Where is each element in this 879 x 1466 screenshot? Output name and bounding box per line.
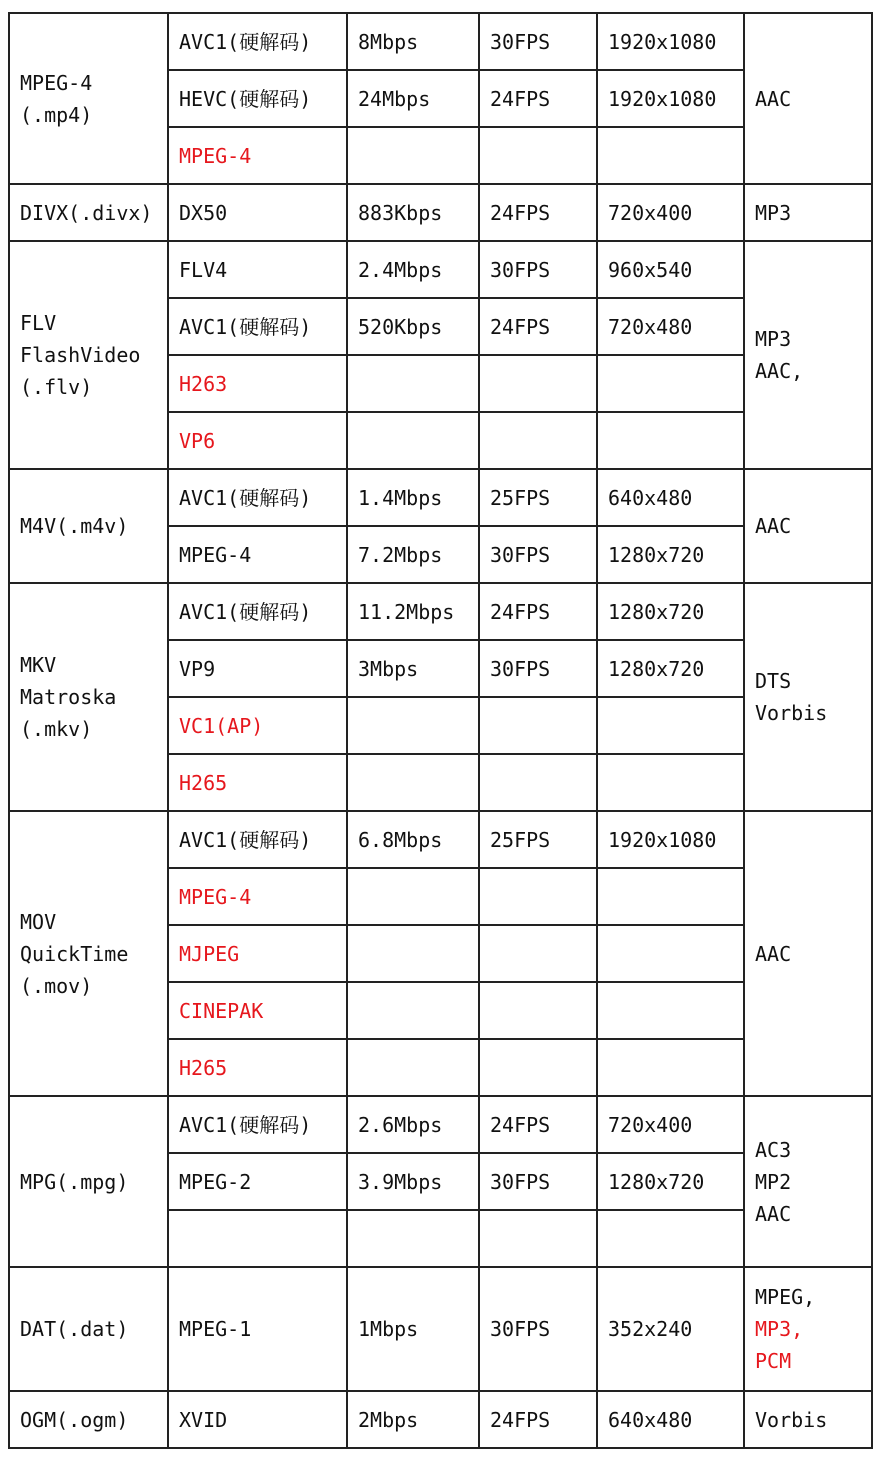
bitrate-cell bbox=[347, 1039, 479, 1096]
audio-codec-line: MPEG, bbox=[755, 1285, 816, 1309]
audio-codec-line: MP3, bbox=[755, 1317, 804, 1341]
table-row bbox=[9, 184, 872, 241]
audio-codec-line: AC3 bbox=[755, 1137, 792, 1162]
codec-cell: H265 bbox=[168, 1039, 347, 1096]
codec-cell: DX50 bbox=[168, 184, 347, 241]
codec-cell: VP9 bbox=[168, 640, 347, 697]
codec-cell: FLV4 bbox=[168, 241, 347, 298]
resolution-cell: 1280x720 bbox=[597, 640, 744, 697]
resolution-cell: 1280x720 bbox=[597, 583, 744, 640]
format-label-line: DAT(.dat) bbox=[20, 1317, 129, 1341]
format-label-line: DIVX(.divx) bbox=[20, 200, 153, 225]
fps-cell: 30FPS bbox=[479, 640, 597, 697]
bitrate-cell: 6.8Mbps bbox=[347, 811, 479, 868]
codec-cell: AVC1(硬解码) bbox=[168, 583, 347, 640]
format-support-table bbox=[8, 12, 873, 1449]
audio-codec-line: PCM bbox=[755, 1349, 792, 1373]
resolution-cell: 720x400 bbox=[597, 1096, 744, 1153]
table-row bbox=[9, 13, 872, 70]
codec-cell: MPEG-2 bbox=[168, 1153, 347, 1210]
format-label-line: FLV bbox=[20, 311, 57, 335]
format-label-line: FlashVideo bbox=[20, 343, 141, 367]
resolution-cell: 1920x1080 bbox=[597, 811, 744, 868]
resolution-cell bbox=[597, 355, 744, 412]
fps-cell: 30FPS bbox=[479, 1153, 597, 1210]
audio-codec-cell bbox=[744, 1391, 872, 1448]
audio-codec-line: Vorbis bbox=[755, 701, 828, 725]
codec-cell: CINEPAK bbox=[168, 982, 347, 1039]
container-format-cell bbox=[9, 1267, 168, 1391]
format-label-line: MKV bbox=[20, 653, 57, 677]
codec-cell: VP6 bbox=[168, 412, 347, 469]
audio-codec-cell bbox=[744, 1267, 872, 1391]
bitrate-cell bbox=[347, 754, 479, 811]
codec-cell: AVC1(硬解码) bbox=[168, 811, 347, 868]
bitrate-cell: 520Kbps bbox=[347, 298, 479, 355]
bitrate-cell: 2.4Mbps bbox=[347, 241, 479, 298]
fps-cell bbox=[479, 754, 597, 811]
codec-cell: MPEG-4 bbox=[168, 526, 347, 583]
container-format-cell bbox=[9, 13, 168, 184]
table-row bbox=[9, 1096, 872, 1153]
resolution-cell bbox=[597, 412, 744, 469]
fps-cell bbox=[479, 925, 597, 982]
fps-cell: 30FPS bbox=[479, 526, 597, 583]
bitrate-cell: 2Mbps bbox=[347, 1391, 479, 1448]
bitrate-cell bbox=[347, 1210, 479, 1267]
resolution-cell: 1920x1080 bbox=[597, 70, 744, 127]
codec-cell: H265 bbox=[168, 754, 347, 811]
table-row bbox=[9, 1267, 872, 1391]
audio-codec-cell bbox=[744, 583, 872, 811]
fps-cell: 24FPS bbox=[479, 1096, 597, 1153]
resolution-cell: 720x400 bbox=[597, 184, 744, 241]
audio-codec-line: MP3 bbox=[755, 200, 792, 225]
container-format-cell bbox=[9, 583, 168, 811]
container-format-cell bbox=[9, 241, 168, 469]
container-format-cell bbox=[9, 1391, 168, 1448]
format-table-body bbox=[9, 13, 872, 1448]
fps-cell bbox=[479, 1039, 597, 1096]
container-format-cell bbox=[9, 184, 168, 241]
audio-codec-line: AAC bbox=[755, 86, 792, 111]
resolution-cell bbox=[597, 754, 744, 811]
audio-codec-line: Vorbis bbox=[755, 1407, 828, 1432]
bitrate-cell bbox=[347, 925, 479, 982]
fps-cell: 24FPS bbox=[479, 298, 597, 355]
format-label-line: MPG(.mpg) bbox=[20, 1169, 129, 1194]
fps-cell bbox=[479, 982, 597, 1039]
codec-cell: HEVC(硬解码) bbox=[168, 70, 347, 127]
table-row bbox=[9, 241, 872, 298]
bitrate-cell: 1Mbps bbox=[347, 1267, 479, 1391]
resolution-cell bbox=[597, 1210, 744, 1267]
bitrate-cell bbox=[347, 697, 479, 754]
audio-codec-cell bbox=[744, 184, 872, 241]
format-label-line: (.flv) bbox=[20, 375, 93, 399]
table-row bbox=[9, 1391, 872, 1448]
resolution-cell: 640x480 bbox=[597, 469, 744, 526]
table-row bbox=[9, 469, 872, 526]
format-label-line: QuickTime bbox=[20, 941, 129, 966]
resolution-cell: 720x480 bbox=[597, 298, 744, 355]
bitrate-cell: 11.2Mbps bbox=[347, 583, 479, 640]
audio-codec-line: AAC, bbox=[755, 359, 804, 383]
resolution-cell: 352x240 bbox=[597, 1267, 744, 1391]
codec-cell: MPEG-4 bbox=[168, 868, 347, 925]
table-row bbox=[9, 811, 872, 868]
codec-cell: AVC1(硬解码) bbox=[168, 1096, 347, 1153]
codec-cell: H263 bbox=[168, 355, 347, 412]
audio-codec-cell bbox=[744, 811, 872, 1096]
format-label-line: M4V(.m4v) bbox=[20, 514, 129, 538]
format-label-line: Matroska bbox=[20, 685, 117, 709]
bitrate-cell: 883Kbps bbox=[347, 184, 479, 241]
fps-cell: 30FPS bbox=[479, 13, 597, 70]
bitrate-cell bbox=[347, 982, 479, 1039]
codec-cell: XVID bbox=[168, 1391, 347, 1448]
audio-codec-line: AAC bbox=[755, 514, 792, 538]
resolution-cell: 640x480 bbox=[597, 1391, 744, 1448]
audio-codec-cell bbox=[744, 241, 872, 469]
resolution-cell: 1920x1080 bbox=[597, 13, 744, 70]
fps-cell: 30FPS bbox=[479, 1267, 597, 1391]
codec-cell: MPEG-4 bbox=[168, 127, 347, 184]
fps-cell bbox=[479, 355, 597, 412]
audio-codec-line: AAC bbox=[755, 1201, 792, 1226]
codec-cell bbox=[168, 1210, 347, 1267]
resolution-cell: 1280x720 bbox=[597, 1153, 744, 1210]
resolution-cell bbox=[597, 127, 744, 184]
fps-cell: 24FPS bbox=[479, 583, 597, 640]
audio-codec-line: MP3 bbox=[755, 327, 792, 351]
audio-codec-line: DTS bbox=[755, 669, 792, 693]
format-label-line: (.mkv) bbox=[20, 717, 93, 741]
fps-cell bbox=[479, 868, 597, 925]
resolution-cell bbox=[597, 982, 744, 1039]
resolution-cell bbox=[597, 868, 744, 925]
audio-codec-line: MP2 bbox=[755, 1169, 792, 1194]
resolution-cell bbox=[597, 925, 744, 982]
fps-cell bbox=[479, 412, 597, 469]
format-label-line: MPEG-4 bbox=[20, 70, 93, 95]
bitrate-cell bbox=[347, 412, 479, 469]
format-label-line: OGM(.ogm) bbox=[20, 1407, 129, 1432]
bitrate-cell: 1.4Mbps bbox=[347, 469, 479, 526]
resolution-cell bbox=[597, 1039, 744, 1096]
bitrate-cell bbox=[347, 355, 479, 412]
codec-cell: AVC1(硬解码) bbox=[168, 298, 347, 355]
fps-cell bbox=[479, 697, 597, 754]
fps-cell: 24FPS bbox=[479, 184, 597, 241]
fps-cell bbox=[479, 127, 597, 184]
fps-cell: 25FPS bbox=[479, 811, 597, 868]
container-format-cell bbox=[9, 1096, 168, 1267]
resolution-cell: 960x540 bbox=[597, 241, 744, 298]
resolution-cell bbox=[597, 697, 744, 754]
bitrate-cell: 7.2Mbps bbox=[347, 526, 479, 583]
audio-codec-line: AAC bbox=[755, 941, 792, 966]
format-label-line: MOV bbox=[20, 909, 57, 934]
audio-codec-cell bbox=[744, 1096, 872, 1267]
format-label-line: (.mov) bbox=[20, 973, 93, 998]
codec-cell: MPEG-1 bbox=[168, 1267, 347, 1391]
fps-cell: 30FPS bbox=[479, 241, 597, 298]
bitrate-cell: 24Mbps bbox=[347, 70, 479, 127]
codec-cell: VC1(AP) bbox=[168, 697, 347, 754]
bitrate-cell: 2.6Mbps bbox=[347, 1096, 479, 1153]
fps-cell: 24FPS bbox=[479, 1391, 597, 1448]
table-row bbox=[9, 583, 872, 640]
container-format-cell bbox=[9, 811, 168, 1096]
bitrate-cell: 3Mbps bbox=[347, 640, 479, 697]
bitrate-cell: 8Mbps bbox=[347, 13, 479, 70]
audio-codec-cell bbox=[744, 469, 872, 583]
codec-cell: MJPEG bbox=[168, 925, 347, 982]
bitrate-cell bbox=[347, 868, 479, 925]
fps-cell: 25FPS bbox=[479, 469, 597, 526]
audio-codec-cell bbox=[744, 13, 872, 184]
resolution-cell: 1280x720 bbox=[597, 526, 744, 583]
format-label-line: (.mp4) bbox=[20, 102, 93, 127]
fps-cell: 24FPS bbox=[479, 70, 597, 127]
bitrate-cell: 3.9Mbps bbox=[347, 1153, 479, 1210]
codec-cell: AVC1(硬解码) bbox=[168, 13, 347, 70]
container-format-cell bbox=[9, 469, 168, 583]
bitrate-cell bbox=[347, 127, 479, 184]
codec-cell: AVC1(硬解码) bbox=[168, 469, 347, 526]
fps-cell bbox=[479, 1210, 597, 1267]
